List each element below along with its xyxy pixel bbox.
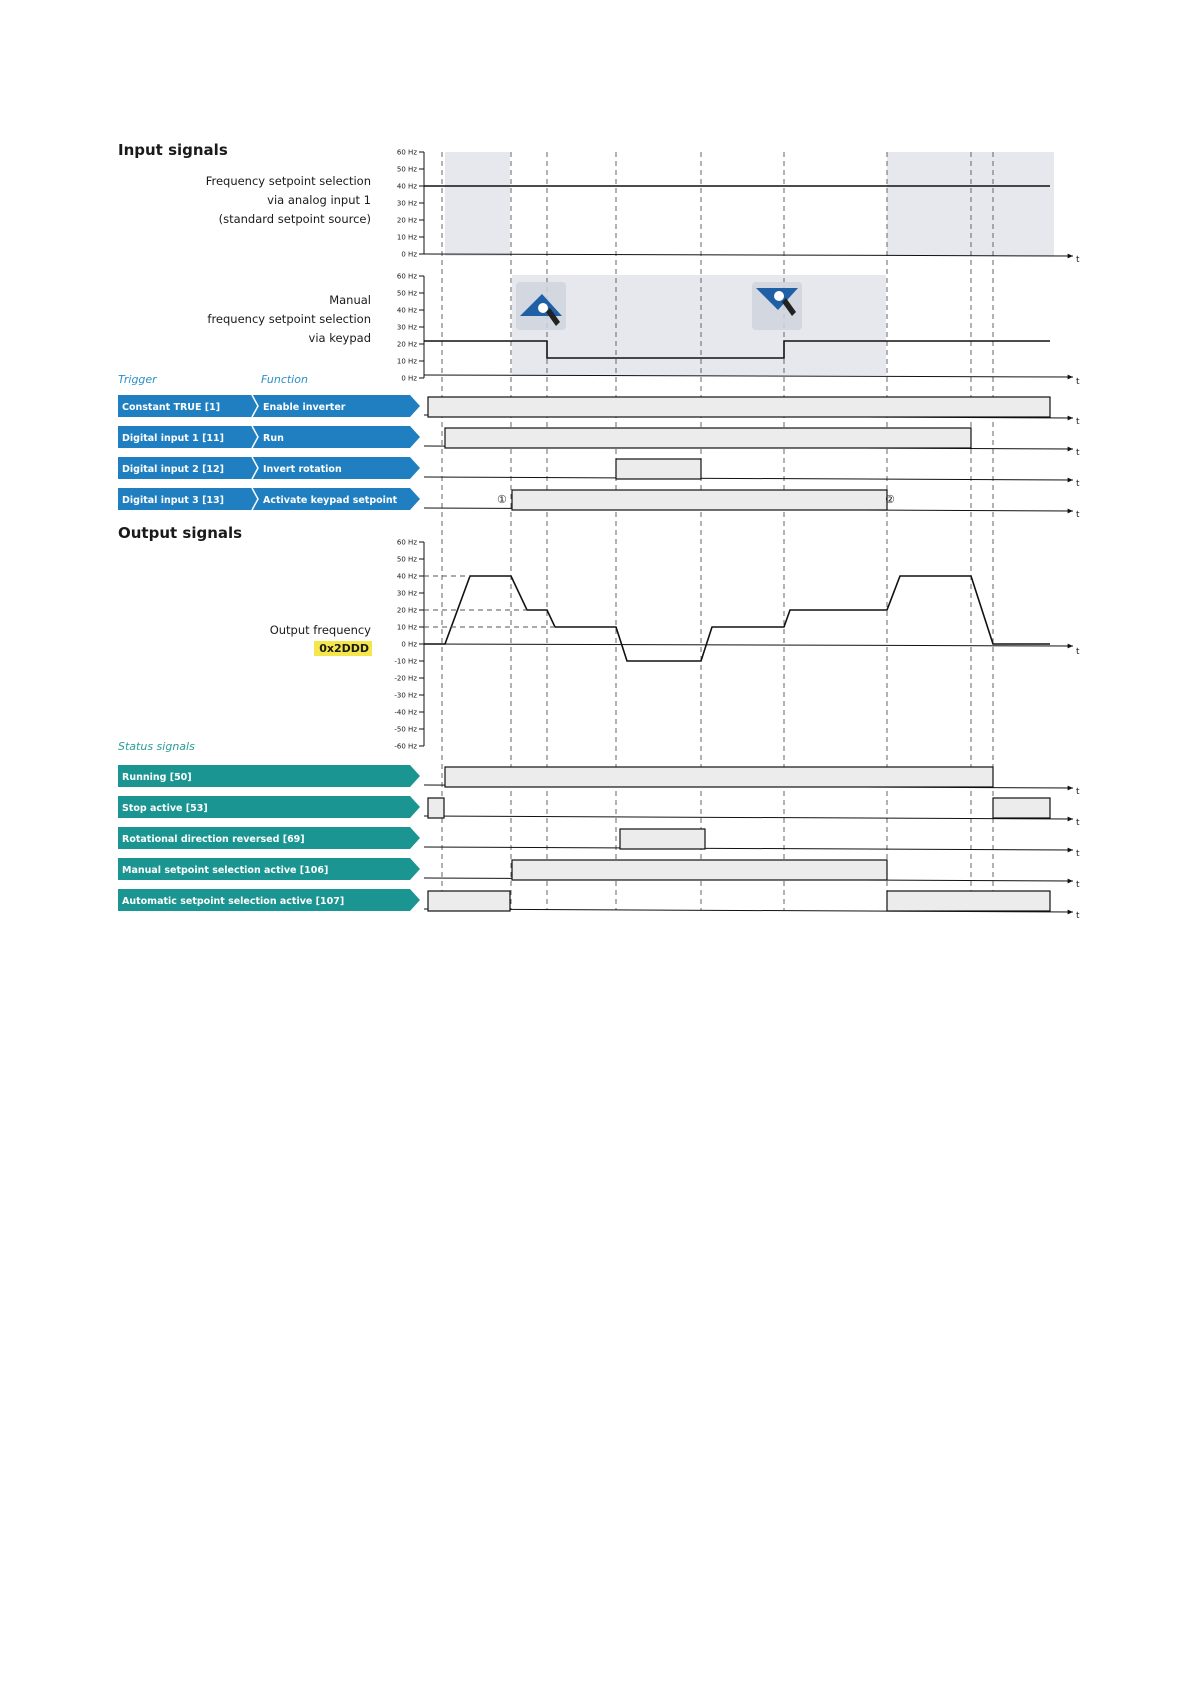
output-tick-label: -10 Hz	[394, 657, 417, 666]
time-label-t: t	[1076, 880, 1080, 890]
function-name: Invert rotation	[263, 464, 342, 475]
analog-tick-label: 30 Hz	[396, 199, 417, 208]
status-name: Running [50]	[122, 772, 192, 783]
automatic-setpoint-bar-1	[428, 891, 510, 911]
shade-analog-1	[445, 152, 510, 256]
time-label-t: t	[1076, 818, 1080, 828]
output-tick-label: 20 Hz	[396, 606, 417, 615]
analog-tick-label: 0 Hz	[401, 250, 417, 259]
keypad-tick-label: 40 Hz	[396, 306, 417, 315]
output-signals-title: Output signals	[118, 524, 243, 542]
function-name: Run	[263, 433, 284, 444]
analog-tick-label: 60 Hz	[396, 148, 417, 157]
invert-rotation-bar	[616, 459, 701, 479]
time-label-t: t	[1076, 787, 1080, 797]
marker-1: ①	[497, 493, 507, 506]
status-3-baseline	[424, 847, 1073, 850]
function-header: Function	[261, 373, 308, 386]
trigger-header: Trigger	[118, 373, 157, 386]
keypad-setpoint-bar	[512, 490, 887, 510]
keypad-label-line2: frequency setpoint selection	[207, 312, 371, 326]
time-label-t: t	[1076, 479, 1080, 489]
output-tick-label: -20 Hz	[394, 674, 417, 683]
keypad-tick-label: 60 Hz	[396, 272, 417, 281]
guide-lines	[442, 152, 993, 910]
keypad-tick-label: 30 Hz	[396, 323, 417, 332]
time-label-t: t	[1076, 255, 1080, 265]
output-frequency-label: Output frequency	[269, 623, 371, 637]
output-tick-label: -30 Hz	[394, 691, 417, 700]
manual-setpoint-bar	[512, 860, 887, 880]
analog-label-line2: via analog input 1	[267, 193, 371, 207]
keypad-tick-label: 50 Hz	[396, 289, 417, 298]
keypad-label-line1: Manual	[329, 293, 371, 307]
marker-2: ②	[885, 493, 895, 506]
output-tick-label: -50 Hz	[394, 725, 417, 734]
time-label-t: t	[1076, 647, 1080, 657]
time-label-t: t	[1076, 911, 1080, 921]
output-tick-label: -40 Hz	[394, 708, 417, 717]
status-2-baseline	[424, 816, 1073, 819]
automatic-setpoint-bar-2	[887, 891, 1050, 911]
keypad-up-icon	[752, 282, 802, 330]
keypad-tick-label: 10 Hz	[396, 357, 417, 366]
trigger-name: Constant TRUE [1]	[122, 402, 221, 413]
running-bar	[445, 767, 993, 787]
analog-tick-label: 50 Hz	[396, 165, 417, 174]
time-label-t: t	[1076, 510, 1080, 520]
shade-keypad	[512, 275, 886, 375]
analog-label-line1: Frequency setpoint selection	[205, 174, 371, 188]
signal-banners	[118, 395, 420, 911]
input-signals-title: Input signals	[118, 141, 228, 159]
status-name: Automatic setpoint selection active [107]	[122, 896, 345, 907]
output-tick-label: -60 Hz	[394, 742, 417, 751]
trigger-name: Digital input 3 [13]	[122, 495, 224, 506]
output-frequency-line	[424, 576, 1050, 661]
trigger-name: Digital input 1 [11]	[122, 433, 224, 444]
keypad-tick-label: 20 Hz	[396, 340, 417, 349]
run-bar	[445, 428, 971, 448]
stop-active-bar-2	[993, 798, 1050, 818]
trigger-3-baseline	[424, 477, 1073, 480]
output-tick-label: 40 Hz	[396, 572, 417, 581]
function-name: Activate keypad setpoint	[263, 495, 398, 506]
keypad-tick-label: 0 Hz	[401, 374, 417, 383]
status-name: Stop active [53]	[122, 803, 208, 814]
time-label-t: t	[1076, 849, 1080, 859]
function-name: Enable inverter	[263, 402, 346, 413]
output-tick-label: 30 Hz	[396, 589, 417, 598]
output-tick-label: 0 Hz	[401, 640, 417, 649]
output-tick-label: 10 Hz	[396, 623, 417, 632]
status-header: Status signals	[118, 740, 195, 753]
output-tick-label: 60 Hz	[396, 538, 417, 547]
analog-tick-label: 10 Hz	[396, 233, 417, 242]
enable-inverter-bar	[428, 397, 1050, 417]
time-label-t: t	[1076, 377, 1080, 387]
output-frequency-code: 0x2DDD	[319, 642, 369, 655]
analog-label-line3: (standard setpoint source)	[218, 212, 371, 226]
time-axis-labels	[1076, 255, 1080, 921]
shade-analog-2	[887, 152, 1054, 256]
analog-tick-label: 40 Hz	[396, 182, 417, 191]
keypad-time-arrow	[424, 375, 1073, 377]
keypad-down-icon	[516, 282, 566, 330]
trigger-name: Digital input 2 [12]	[122, 464, 224, 475]
output-time-arrow	[424, 644, 1073, 646]
status-name: Manual setpoint selection active [106]	[122, 865, 329, 876]
analog-tick-label: 20 Hz	[396, 216, 417, 225]
output-tick-label: 50 Hz	[396, 555, 417, 564]
direction-reversed-bar	[620, 829, 705, 849]
status-name: Rotational direction reversed [69]	[122, 834, 305, 845]
stop-active-bar-1	[428, 798, 444, 818]
time-label-t: t	[1076, 448, 1080, 458]
keypad-label-line3: via keypad	[308, 331, 371, 345]
time-label-t: t	[1076, 417, 1080, 427]
